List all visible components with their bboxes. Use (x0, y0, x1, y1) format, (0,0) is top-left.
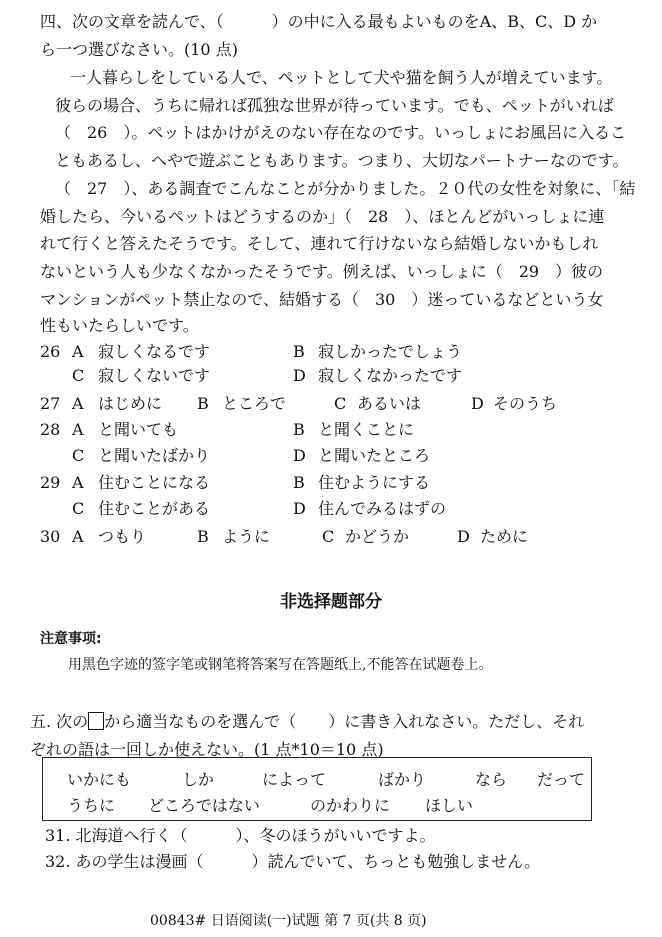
option-letter: B (293, 420, 305, 439)
option-letter: A (72, 527, 84, 546)
section5-instruction-cont: ぞれの語は一回しか使えない。(1 点*10＝10 点) (30, 740, 384, 759)
question-number: 28 (40, 420, 61, 439)
option-text: と聞くことに (318, 420, 415, 439)
passage-line: （ 26 ）。ペットはかけがえのない存在なのです。いっしょにお風呂に入るこ (55, 123, 627, 142)
passage-line: 婚したら、今いるペットはどうするのか」（ 28 ）、ほとんどがいっしょに連 (40, 207, 605, 226)
word-option: しか (182, 770, 215, 789)
instruction-text: から適当なものを選んで（ ）に書き入れなさい。ただし、それ (104, 712, 585, 731)
option-letter: D (293, 446, 306, 465)
option-text: かどうか (345, 527, 410, 546)
option-text: そのうち (493, 394, 558, 413)
word-option: いかにも (67, 770, 132, 789)
option-text: と聞いても (98, 420, 179, 439)
word-option: ほしい (425, 796, 474, 815)
option-text: 寂しくなるです (98, 342, 210, 361)
option-letter: A (72, 420, 84, 439)
option-text: 寂しくなかったです (318, 366, 463, 385)
word-option: のかわりに (310, 796, 391, 815)
notice-label: 注意事项: (40, 631, 102, 647)
word-option: うちに (67, 796, 116, 815)
option-letter: D (293, 499, 306, 518)
option-letter: A (72, 473, 84, 492)
option-text: ところで (222, 394, 286, 413)
section4-instruction-cont: ら一つ選びなさい。(10 点) (40, 40, 238, 59)
option-letter: C (72, 446, 85, 465)
option-letter: D (457, 527, 470, 546)
passage-line: れて行くと答えたそうです。そして、連れて行けないなら結婚しないかもしれ (40, 234, 599, 253)
option-text: あるいは (357, 394, 422, 413)
option-text: 住んでみるはずの (318, 499, 447, 518)
word-option: だって (537, 770, 586, 789)
option-letter: C (72, 366, 85, 385)
notice-text: 用黑色字迹的签字笔或钢笔将答案写在答题纸上,不能答在试题卷上。 (68, 657, 493, 673)
option-letter: B (197, 527, 209, 546)
option-text: ように (222, 527, 271, 546)
option-text: と聞いたところ (318, 446, 431, 465)
option-text: 住むことになる (98, 473, 211, 492)
passage-line: 一人暮らしをしている人で、ペットとして犬や猫を飼う人が増えています。 (70, 68, 613, 87)
box-symbol (88, 712, 104, 730)
question-number: 30 (40, 527, 61, 546)
option-letter: D (471, 394, 484, 413)
question-number: 27 (40, 394, 61, 413)
option-text: 住むことがある (98, 499, 211, 518)
passage-line: 性もいたらしいです。 (40, 316, 199, 335)
instruction-text: 五. 次の (30, 712, 89, 731)
option-letter: C (322, 527, 335, 546)
option-letter: B (293, 342, 305, 361)
passage-line: ないという人も少なくなかったそうです。例えば、いっしょに（ 29 ）彼の (40, 262, 604, 281)
passage-line: （ 27 ）、ある調査でこんなことが分かりました。２０代の女性を対象に、「結 (55, 179, 636, 198)
option-letter: C (72, 499, 85, 518)
option-text: つもり (98, 527, 147, 546)
option-text: はじめに (98, 394, 163, 413)
section5-instruction (30, 712, 584, 732)
option-letter: C (334, 394, 347, 413)
option-text: と聞いたばかり (98, 446, 211, 465)
word-option: どころではない (148, 796, 260, 815)
option-text: 住むようにする (318, 473, 431, 492)
option-text: ために (480, 527, 529, 546)
word-option: なら (475, 770, 508, 789)
section4-instruction: 四、次の文章を読んで、（ ）の中に入る最もよいものをA、B、C、D か (40, 12, 598, 31)
question-number: 26 (40, 342, 61, 361)
passage-line: マンションがペット禁止なので、結婚する（ 30 ）迷っているなどという女 (40, 290, 604, 309)
passage-line: 彼らの場合、うちに帰れば孤独な世界が待っています。でも、ペットがいれば (55, 96, 614, 115)
question-number: 29 (40, 473, 61, 492)
option-letter: A (72, 394, 84, 413)
word-option: によって (262, 770, 327, 789)
question-32: 32. あの学生は漫画（ ）読んでいて、ちっとも勉強しません。 (45, 852, 541, 871)
passage-line: ともあるし、へやで遊ぶこともあります。つまり、大切なパートナーなのです。 (55, 151, 629, 170)
page-footer: 00843# 日语阅读(一)试题 第 7 页(共 8 页) (150, 913, 427, 929)
option-letter: A (72, 342, 84, 361)
option-letter: B (197, 394, 209, 413)
option-text: 寂しかったでしょう (318, 342, 463, 361)
section-title: 非选择题部分 (280, 592, 382, 612)
question-31: 31. 北海道へ行く（ ）、冬のほうがいいですよ。 (45, 826, 436, 845)
option-text: 寂しくないです (98, 366, 211, 385)
option-letter: B (293, 473, 305, 492)
option-letter: D (293, 366, 306, 385)
word-option: ばかり (378, 770, 427, 789)
